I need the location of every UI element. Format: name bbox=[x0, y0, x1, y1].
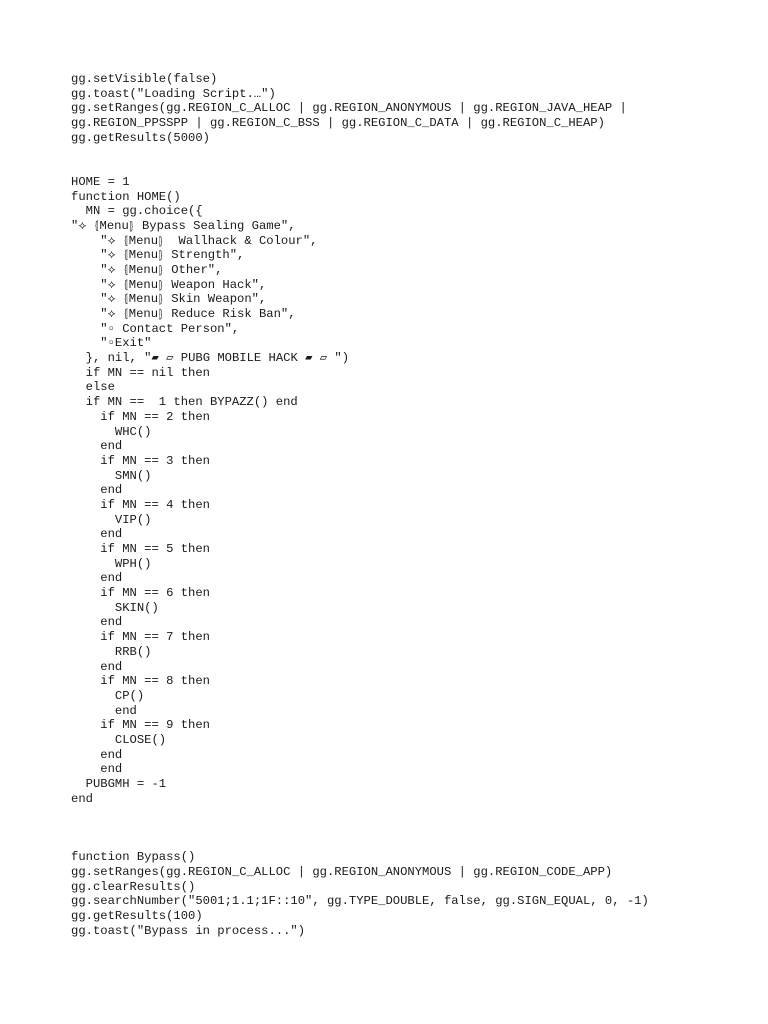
code-line: gg.setVisible(false) bbox=[71, 72, 218, 86]
code-line: end bbox=[71, 527, 123, 542]
code-line: gg.toast("Bypass in process...") bbox=[71, 923, 306, 938]
code-line: PUBGMH = -1 bbox=[71, 777, 167, 792]
document-page bbox=[71, 72, 761, 939]
code-line: "⟡ ⦃Menu⦄ Skin Weapon", bbox=[71, 292, 267, 307]
code-line: end bbox=[71, 791, 93, 806]
code-line: WHC() bbox=[71, 424, 152, 439]
code-line: CP() bbox=[71, 688, 145, 703]
code-line: VIP() bbox=[71, 512, 152, 527]
code-line: if MN == 5 then bbox=[71, 542, 210, 557]
code-line: SKIN() bbox=[71, 600, 159, 615]
code-line: end bbox=[71, 571, 123, 586]
code-line: "⟡ ⦃Menu⦄ Wallhack & Colour", bbox=[71, 233, 318, 248]
code-line: gg.setRanges(gg.REGION_C_ALLOC | gg.REGION_ANONYMOUS | gg.REGION_CODE_APP) bbox=[71, 865, 613, 880]
code-line: "⟡ ⦃Menu⦄ Bypass Sealing Game", bbox=[71, 218, 296, 233]
code-line: gg.clearResults() bbox=[71, 879, 196, 894]
code-line: if MN == 9 then bbox=[71, 718, 210, 733]
code-block-bypass-function bbox=[71, 850, 761, 938]
code-line: CLOSE() bbox=[71, 732, 167, 747]
code-line: "▫Exit" bbox=[71, 336, 152, 351]
code-line: end bbox=[71, 703, 137, 718]
code-line: if MN == 4 then bbox=[71, 497, 210, 512]
code-line: if MN == 6 then bbox=[71, 586, 210, 601]
code-line: "⟡ ⦃Menu⦄ Strength", bbox=[71, 248, 245, 263]
code-line: function HOME() bbox=[71, 189, 181, 204]
code-line: if MN == 1 then BYPAZZ() end bbox=[71, 395, 298, 410]
code-line: end bbox=[71, 747, 123, 762]
code-line: }, nil, "▰ ▱ PUBG MOBILE HACK ▰ ▱ ") bbox=[71, 351, 350, 366]
code-line: "▫ Contact Person", bbox=[71, 321, 240, 336]
code-line: end bbox=[71, 615, 123, 630]
code-line: "⟡ ⦃Menu⦄ Reduce Risk Ban", bbox=[71, 307, 296, 322]
code-line: end bbox=[71, 439, 123, 454]
code-line: gg.REGION_PPSSPP | gg.REGION_C_BSS | gg.REGION_C_DATA | gg.REGION_C_HEAP) bbox=[71, 116, 605, 131]
code-line: "⟡ ⦃Menu⦄ Other", bbox=[71, 262, 223, 277]
code-block-home-function bbox=[71, 175, 761, 807]
code-block-setup bbox=[71, 72, 761, 145]
code-line: if MN == 2 then bbox=[71, 409, 210, 424]
code-line: gg.searchNumber("5001;1.1;1F::10", gg.TYPE_DOUBLE, false, gg.SIGN_EQUAL, 0, -1) bbox=[71, 894, 649, 909]
code-line: end bbox=[71, 483, 123, 498]
code-line: function Bypass() bbox=[71, 850, 196, 865]
code-line: end bbox=[71, 762, 123, 777]
code-line: gg.toast("Loading Script.…") bbox=[71, 86, 276, 101]
code-line: gg.getResults(5000) bbox=[71, 130, 210, 145]
code-line: if MN == 8 then bbox=[71, 674, 210, 689]
code-line: RRB() bbox=[71, 644, 152, 659]
code-line: if MN == 7 then bbox=[71, 630, 210, 645]
code-line: gg.setRanges(gg.REGION_C_ALLOC | gg.REGION_ANONYMOUS | gg.REGION_JAVA_HEAP | bbox=[71, 101, 627, 116]
blank-gap bbox=[71, 145, 761, 174]
blank-gap bbox=[71, 806, 761, 850]
code-line: SMN() bbox=[71, 468, 152, 483]
code-line: HOME = 1 bbox=[71, 174, 130, 189]
code-line: gg.getResults(100) bbox=[71, 909, 203, 924]
code-line: "⟡ ⦃Menu⦄ Weapon Hack", bbox=[71, 277, 267, 292]
code-line: end bbox=[71, 659, 123, 674]
code-line: if MN == nil then bbox=[71, 365, 210, 380]
code-line: if MN == 3 then bbox=[71, 453, 210, 468]
code-line: WPH() bbox=[71, 556, 152, 571]
code-line: else bbox=[71, 380, 115, 395]
code-line: MN = gg.choice({ bbox=[71, 204, 203, 219]
